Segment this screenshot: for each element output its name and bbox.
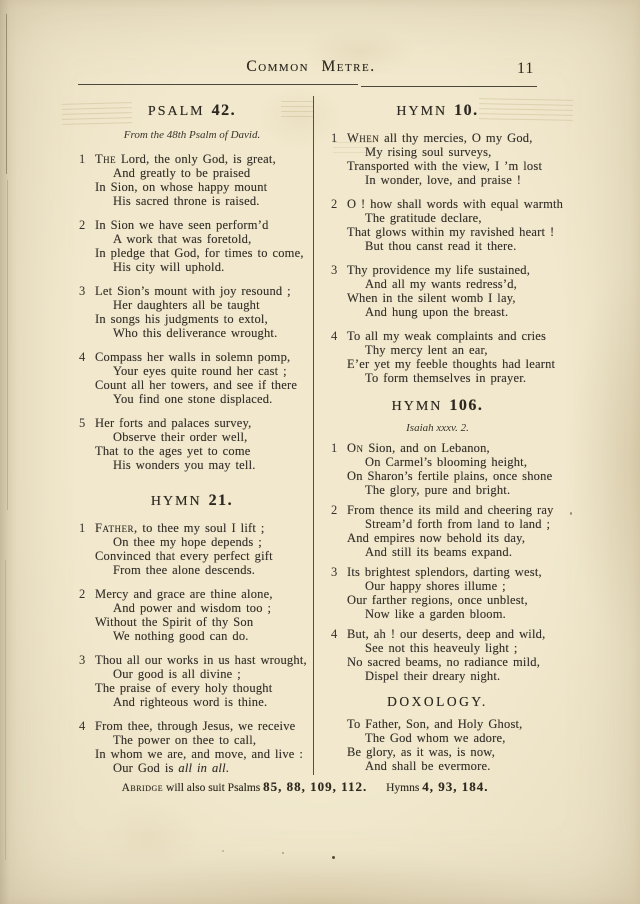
verse-line: The God whom we adore,: [365, 731, 506, 745]
verse-number: 1: [79, 152, 86, 166]
verse-line: Its brightest splendors, darting west,: [347, 565, 542, 579]
smallcaps-lead: When: [347, 131, 380, 145]
verse-line: Now like a garden bloom.: [365, 607, 506, 621]
verse-line: And greatly to be praised: [113, 166, 251, 180]
verse-number: 2: [79, 587, 86, 601]
right-column: [330, 96, 564, 773]
verse-line: You find one stone displaced.: [113, 392, 273, 406]
verse-line: And power and wisdom too ;: [113, 601, 272, 615]
verse: [78, 152, 306, 208]
verse-line: Our farther regions, once unblest,: [347, 593, 528, 607]
verse-line: But, ah ! our deserts, deep and wild,: [347, 627, 546, 641]
section-title-number: 10.: [454, 102, 479, 119]
verse-number: 3: [331, 565, 338, 579]
verse-line: Our happy shores illume ;: [365, 579, 506, 593]
section-title-label: HYMN: [396, 104, 448, 119]
verse-number: 4: [331, 627, 338, 641]
section-title-number: 21.: [208, 492, 234, 509]
verse-line: But thou canst read it there.: [365, 239, 517, 253]
page-number: 11: [517, 60, 535, 77]
verse-line: In wonder, love, and praise !: [365, 173, 522, 187]
verse-line: In songs his judgments to extol,: [95, 312, 268, 326]
verse-line: Her daughters all be taught: [113, 298, 260, 312]
footer-text: will also suit Psalms: [163, 782, 264, 794]
verse: [78, 218, 306, 274]
section-hymn-10: [330, 102, 564, 385]
verse-line: To all my weak complaints and cries: [347, 329, 547, 343]
verse-line: Dispel their dreary night.: [365, 669, 501, 683]
verse-line: O ! how shall words with equal warmth: [347, 197, 564, 211]
ink-speck: [222, 850, 224, 852]
verse-line: His sacred throne is raised.: [113, 194, 260, 208]
verse-line: The Lord, the only God, is great,: [95, 152, 276, 166]
verse: [78, 521, 306, 577]
verse: [330, 627, 545, 683]
verse-line: Count all her towers, and see if there: [95, 378, 298, 392]
section-title-label: PSALM: [147, 104, 205, 119]
verse-line: See not this heaveuly light ;: [365, 641, 518, 655]
verse-line: To form themselves in prayer.: [365, 371, 527, 385]
verse-line: His city will uphold.: [113, 260, 225, 274]
binding-crease: [7, 180, 8, 510]
verse-line: That glows within my ravished heart !: [347, 225, 555, 239]
footer-psalm-numbers: 85, 88, 109, 112.: [263, 779, 368, 794]
footer-line: [60, 779, 550, 795]
section-title: [330, 102, 545, 121]
verse-line: Thou all our works in us hast wrought,: [95, 653, 307, 667]
verse-line: From thee alone descends.: [113, 563, 256, 577]
section-doxology: [330, 693, 545, 773]
binding-edge: [0, 0, 17, 904]
verse-line: On thee my hope depends ;: [113, 535, 262, 549]
section-title-number: 42.: [211, 102, 237, 119]
verse-line: Let Sion’s mount with joy resound ;: [95, 284, 291, 298]
footer-hymn-numbers: 4, 93, 184.: [422, 779, 489, 794]
verse-line: We nothing good can do.: [113, 629, 249, 643]
verse: [78, 416, 306, 472]
verse-line: On Carmel’s blooming height,: [365, 455, 528, 469]
section-title-label: HYMN: [150, 494, 202, 509]
verse-line: To Father, Son, and Holy Ghost,: [347, 717, 523, 731]
section-hymn-21: [78, 492, 306, 775]
epigraph: Isaiah xxxv. 2.: [406, 422, 469, 434]
verse-line: Who this deliverance wrought.: [113, 326, 278, 340]
verse-line: Our God is all in all.: [113, 761, 230, 775]
verse-line: When in the silent womb I lay,: [347, 291, 516, 305]
verse-line: Mercy and grace are thine alone,: [95, 587, 273, 601]
verse: [330, 197, 564, 253]
header-rule-left: [78, 84, 358, 85]
verse-line: From thence its mild and cheering ray: [347, 503, 554, 517]
verse-line: Observe their order well,: [113, 430, 248, 444]
verse-line: And hung upon the breast.: [365, 305, 509, 319]
section-title-label: HYMN: [391, 399, 443, 414]
verse-line: And righteous word is thine.: [113, 695, 268, 709]
section-title: [330, 693, 545, 711]
verse-line: The glory, pure and bright.: [365, 483, 511, 497]
verse-line: E’er yet my feeble thoughts had learnt: [347, 357, 556, 371]
verse-line: The gratitude declare,: [365, 211, 482, 225]
verse: [330, 263, 545, 319]
verse: [78, 719, 306, 775]
left-column: [78, 96, 306, 775]
verse-line: When all thy mercies, O my God,: [347, 131, 533, 145]
verse: [78, 350, 306, 406]
verse-line: Be glory, as it was, is now,: [347, 745, 496, 759]
verse: [330, 441, 553, 497]
binding-crease: [6, 14, 7, 174]
section-psalm-42: [78, 102, 306, 472]
verse-line: On Sharon’s fertile plains, once shone: [347, 469, 553, 483]
section-title: [330, 397, 545, 416]
verse-line: In pledge that God, for times to come,: [95, 246, 304, 260]
section-title-number: 106.: [449, 397, 484, 414]
verse-number: 3: [331, 263, 338, 277]
verse: [330, 565, 545, 621]
ink-speck: [282, 852, 284, 854]
section-hymn-106: [330, 397, 554, 683]
verse-number: 2: [331, 197, 338, 211]
section-title: [78, 492, 306, 511]
header-rule-right: [361, 86, 537, 87]
verse-line: Stream’d forth from land to land ;: [365, 517, 551, 531]
verse-line: In Sion, on whose happy mount: [95, 180, 268, 194]
section-title-label: DOXOLOGY.: [387, 694, 488, 709]
verse-line: On Sion, and on Lebanon,: [347, 441, 490, 455]
verse-line: My rising soul surveys,: [365, 145, 492, 159]
verse-line: Our good is all divine ;: [113, 667, 241, 681]
verse-number: 1: [331, 441, 338, 455]
verse: [330, 131, 545, 187]
verse-line: Her forts and palaces survey,: [95, 416, 252, 430]
smallcaps-lead: The: [95, 152, 117, 166]
verse: [330, 329, 556, 385]
verse-line: That to the ages yet to come: [95, 444, 251, 458]
verse-line: Father, to thee my soul I lift ;: [95, 521, 265, 535]
column-divider: [313, 96, 314, 775]
verse-number: 5: [79, 416, 86, 430]
verse-line: And all my wants redress’d,: [365, 277, 517, 291]
verse-line: A work that was foretold,: [113, 232, 252, 246]
verse-number: 2: [79, 218, 86, 232]
verse-line: Compass her walls in solemn pomp,: [95, 350, 291, 364]
verse-line: Convinced that every perfect gift: [95, 549, 273, 563]
verse-line: Without the Spirit of thy Son: [95, 615, 254, 629]
verse-line: From thee, through Jesus, we receive: [95, 719, 296, 733]
verse-number: 1: [331, 131, 338, 145]
verse-number: 2: [331, 503, 338, 517]
verse-line: No sacred beams, no radiance mild,: [347, 655, 541, 669]
smallcaps-lead: Father,: [95, 521, 138, 535]
verse-line: In Sion we have seen perform’d: [95, 218, 269, 232]
smallcaps-lead: On: [347, 441, 364, 455]
verse-line: And shall be evermore.: [365, 759, 491, 773]
verse-number: 1: [79, 521, 86, 535]
verse-line: His wonders you may tell.: [113, 458, 256, 472]
running-header: Common Metre.: [246, 58, 376, 75]
section-title: [78, 102, 306, 121]
binding-crease: [5, 560, 6, 860]
verse-number: 4: [79, 350, 86, 364]
verse-line: Your eyes quite round her cast ;: [113, 364, 287, 378]
verse-number: 4: [331, 329, 338, 343]
verse-line: Thy providence my life sustained,: [347, 263, 531, 277]
ink-speck: [570, 512, 572, 515]
verse: [330, 503, 554, 559]
verse-line: The praise of every holy thought: [95, 681, 273, 695]
verse-line: And still its beams expand.: [365, 545, 513, 559]
verse: [330, 717, 545, 773]
verse-line: Transported with the view, I ’m lost: [347, 159, 543, 173]
ink-speck: [332, 856, 335, 859]
verse-number: 4: [79, 719, 86, 733]
verse: [78, 284, 306, 340]
verse-line: And empires now behold its day,: [347, 531, 526, 545]
verse-number: 3: [79, 653, 86, 667]
verse-line: In whom we are, and move, and live :: [95, 747, 304, 761]
verse-line: The power on thee to call,: [113, 733, 257, 747]
verse: [78, 587, 306, 643]
verse-line: Thy mercy lent an ear,: [365, 343, 488, 357]
verse: [78, 653, 306, 709]
verse-number: 3: [79, 284, 86, 298]
footer-hymns-label: Hymns: [383, 782, 423, 794]
footer-abridge: Abridge: [121, 782, 164, 794]
epigraph: From the 48th Psalm of David.: [123, 129, 261, 141]
